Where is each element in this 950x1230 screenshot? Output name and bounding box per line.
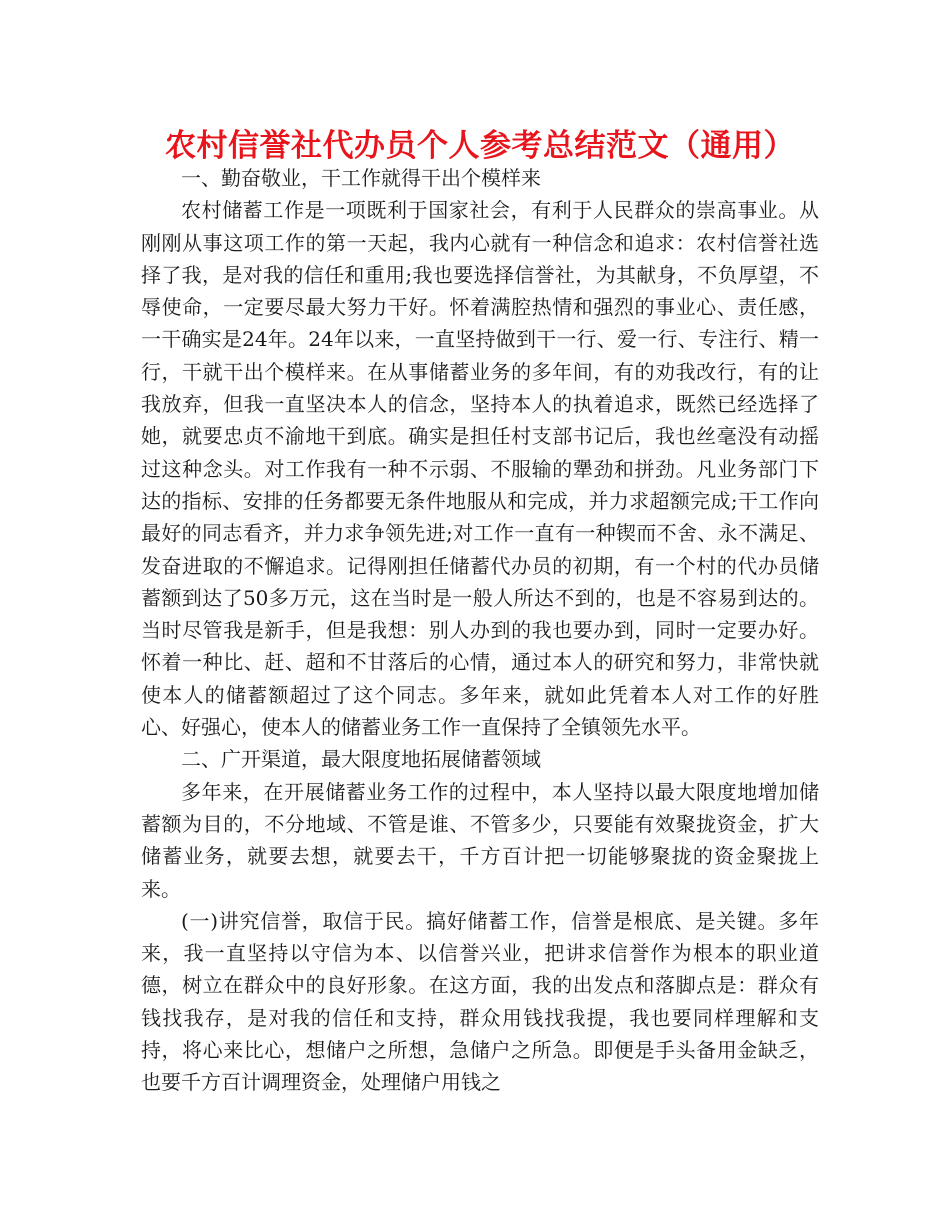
body-paragraph: (一)讲究信誉，取信于民。搞好储蓄工作，信誉是根底、是关键。多年来，我一直坚持以守信为本、以信誉兴业，把讲求信誉作为根本的职业道德，树立在群众中的良好形象。在这方面，我的出发点和落脚点是：群众有钱找我存，是对我的信任和支持，群众用钱找我提，我也要同样理解和支持，将心来比心，想储户之所想，急储户之所急。即便是手头备用金缺乏，也要千方百计调理资金，处理储户用钱之	[141, 908, 819, 1095]
body-paragraph: 多年来，在开展储蓄业务工作的过程中，本人坚持以最大限度地增加储蓄额为目的，不分地域、不管是谁、不管多少，只要能有效聚拢资金，扩大储蓄业务，就要去想，就要去干，千方百计把一切能够聚拢的资金聚拢上来。	[141, 779, 819, 901]
document-body	[141, 162, 819, 1099]
section-heading-1: 一、勤奋敬业，干工作就得干出个模样来	[181, 166, 541, 190]
section-heading-2: 二、广开渠道，最大限度地拓展储蓄领域	[181, 747, 541, 772]
document-title: 农村信誉社代办员个人参考总结范文（通用）	[165, 128, 795, 164]
body-paragraph: 农村储蓄工作是一项既利于国家社会，有利于人民群众的崇高事业。从刚刚从事这项工作的第一天起，我内心就有一种信念和追求：农村信誉社选择了我，是对我的信任和重用;我也要选择信誉社，为其献身，不负厚望，不辱使命，一定要尽最大努力干好。怀着满腔热情和强烈的事业心、责任感，一干确实是24年。24年以来，一直坚持做到干一行、爱一行、专注行、精一行，干就干出个模样来。在从事储蓄业务的多年间，有的劝我改行，有的让我放弃，但我一直坚决本人的信念，坚持本人的执着追求，既然已经选择了她，就要忠贞不渝地干到底。确实是担任村支部书记后，我也丝毫没有动摇过这种念头。对工作我有一种不示弱、不服输的犟劲和拼劲。凡业务部门下达的指标、安排的任务都要无条件地服从和完成，并力求超额完成;干工作向最好的同志看齐，并力求争领先进;对工作一直有一种锲而不舍、永不满足、发奋进取的不懈追求。记得刚担任储蓄代办员的初期，有一个村的代办员储蓄额到达了50多万元，这在当时是一般人所达不到的，也是不容易到达的。当时尽管我是新手，但是我想：别人办到的我也要办到，同时一定要办好。怀着一种比、赶、超和不甘落后的心情，通过本人的研究和努力，非常快就使本人的储蓄额超过了这个同志。多年来，就如此凭着本人对工作的好胜心、好强心，使本人的储蓄业务工作一直保持了全镇领先水平。	[141, 198, 819, 740]
